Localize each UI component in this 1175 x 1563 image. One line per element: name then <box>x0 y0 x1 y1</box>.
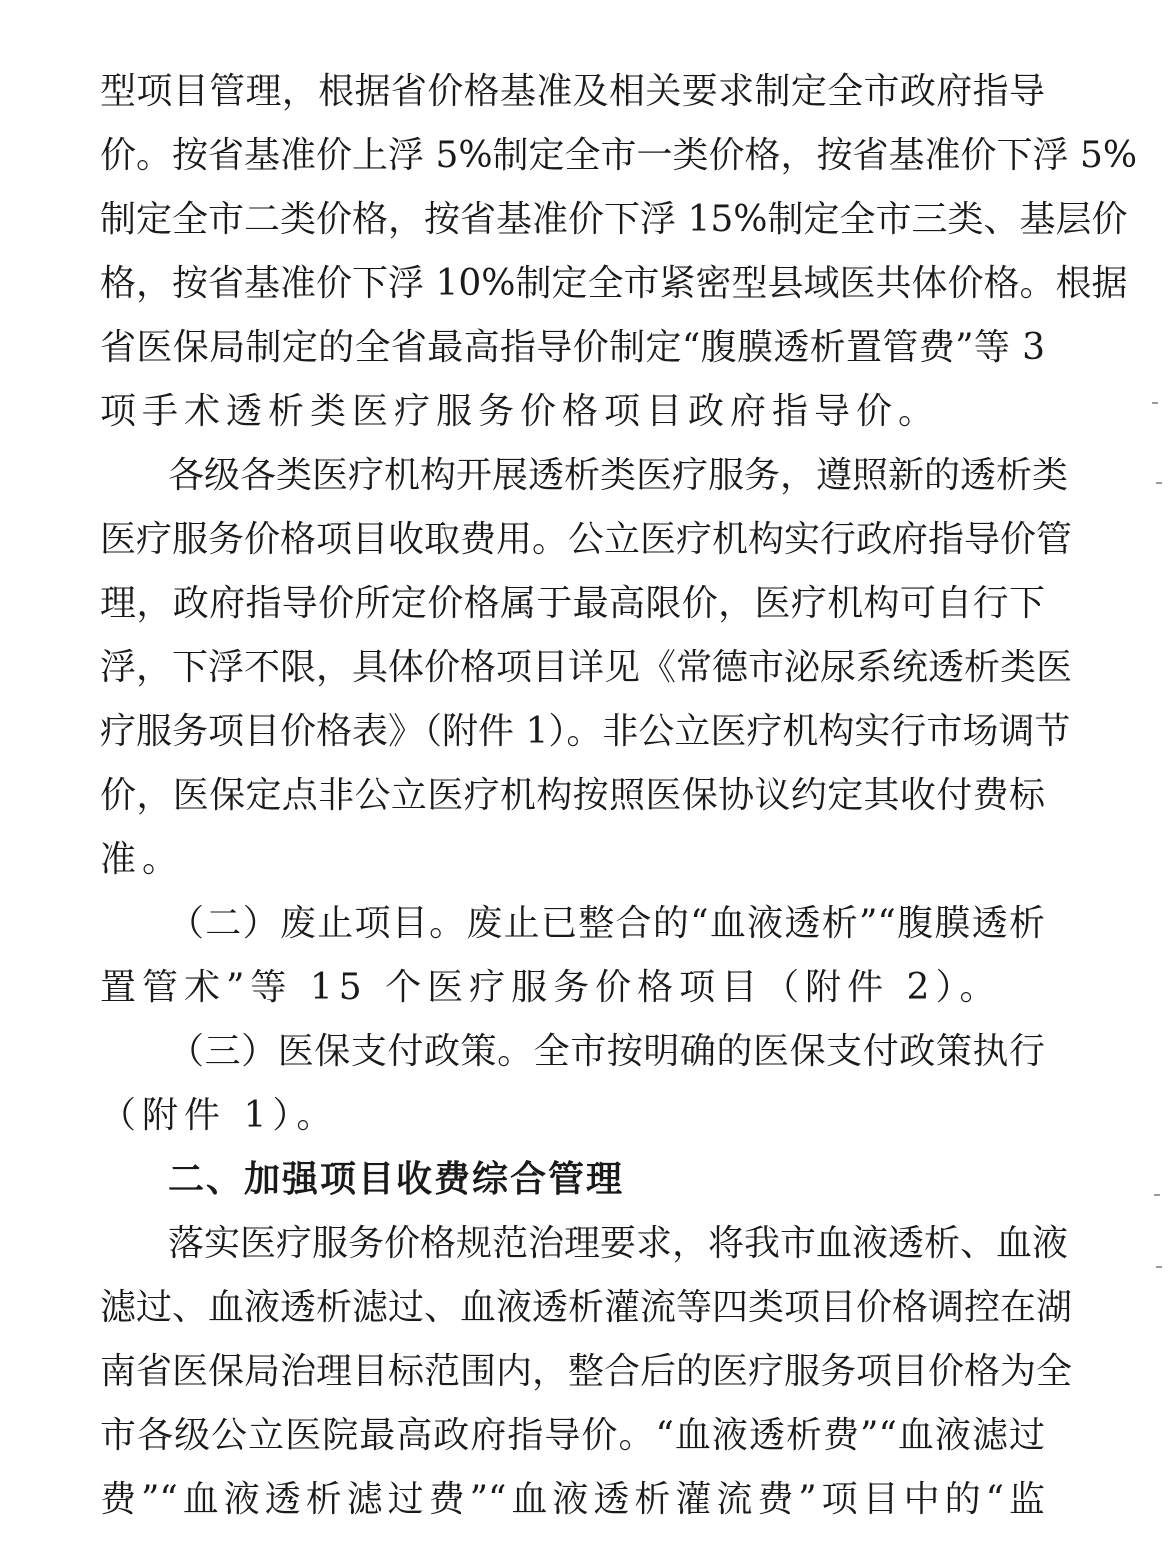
text-line: 费”“血液透析滤过费”“血液透析灌流费”项目中的“监 <box>100 1479 1045 1520</box>
text-line: 浮，下浮不限，具体价格项目详见《常德市泌尿系统透析类医 <box>100 647 1073 688</box>
text-line: 价，医保定点非公立医疗机构按照医保协议约定其收付费标 <box>100 775 1045 816</box>
text-line: 制定全市二类价格，按省基准价下浮 15%制定全市三类、基层价 <box>100 199 1128 240</box>
text-line: 各级各类医疗机构开展透析类医疗服务，遵照新的透析类 <box>168 455 1069 496</box>
text-line: 疗服务项目价格表》（附件 1）。非公立医疗机构实行市场调节 <box>100 711 1071 752</box>
text-line: 医疗服务价格项目收取费用。公立医疗机构实行政府指导价管 <box>100 519 1073 560</box>
text-line: 省医保局制定的全省最高指导价制定“腹膜透析置管费”等 3 <box>100 327 1045 368</box>
scan-mark <box>1156 1266 1162 1268</box>
text-line: 滤过、血液透析滤过、血液透析灌流等四类项目价格调控在湖 <box>100 1287 1073 1328</box>
scan-mark <box>1154 1194 1160 1196</box>
text-line: 准。 <box>100 839 185 880</box>
section-heading: 二、加强项目收费综合管理 <box>168 1159 625 1200</box>
text-line: 落实医疗服务价格规范治理要求，将我市血液透析、血液 <box>168 1223 1069 1264</box>
scan-mark <box>1156 482 1162 484</box>
text-line: 项手术透析类医疗服务价格项目政府指导价。 <box>100 391 941 432</box>
text-line: 型项目管理，根据省价格基准及相关要求制定全市政府指导 <box>100 71 1045 112</box>
text-line: 市各级公立医院最高政府指导价。“血液透析费”“血液滤过 <box>100 1415 1045 1456</box>
text-line: 理，政府指导价所定价格属于最高限价，医疗机构可自行下 <box>100 583 1045 624</box>
text-line: 置管术”等 15 个医疗服务价格项目（附件 2）。 <box>100 967 1002 1008</box>
text-line: 格，按省基准价下浮 10%制定全市紧密型县域医共体价格。根据 <box>100 263 1128 304</box>
scan-mark <box>1152 402 1158 404</box>
text-line: （二）废止项目。废止已整合的“血液透析”“腹膜透析 <box>168 903 1045 944</box>
text-line: 南省医保局治理目标范围内，整合后的医疗服务项目价格为全 <box>100 1351 1073 1392</box>
text-line: （附件 1）。 <box>100 1095 339 1136</box>
text-line: （三）医保支付政策。全市按明确的医保支付政策执行 <box>168 1031 1045 1072</box>
text-line: 价。按省基准价上浮 5%制定全市一类价格，按省基准价下浮 5% <box>100 135 1138 176</box>
